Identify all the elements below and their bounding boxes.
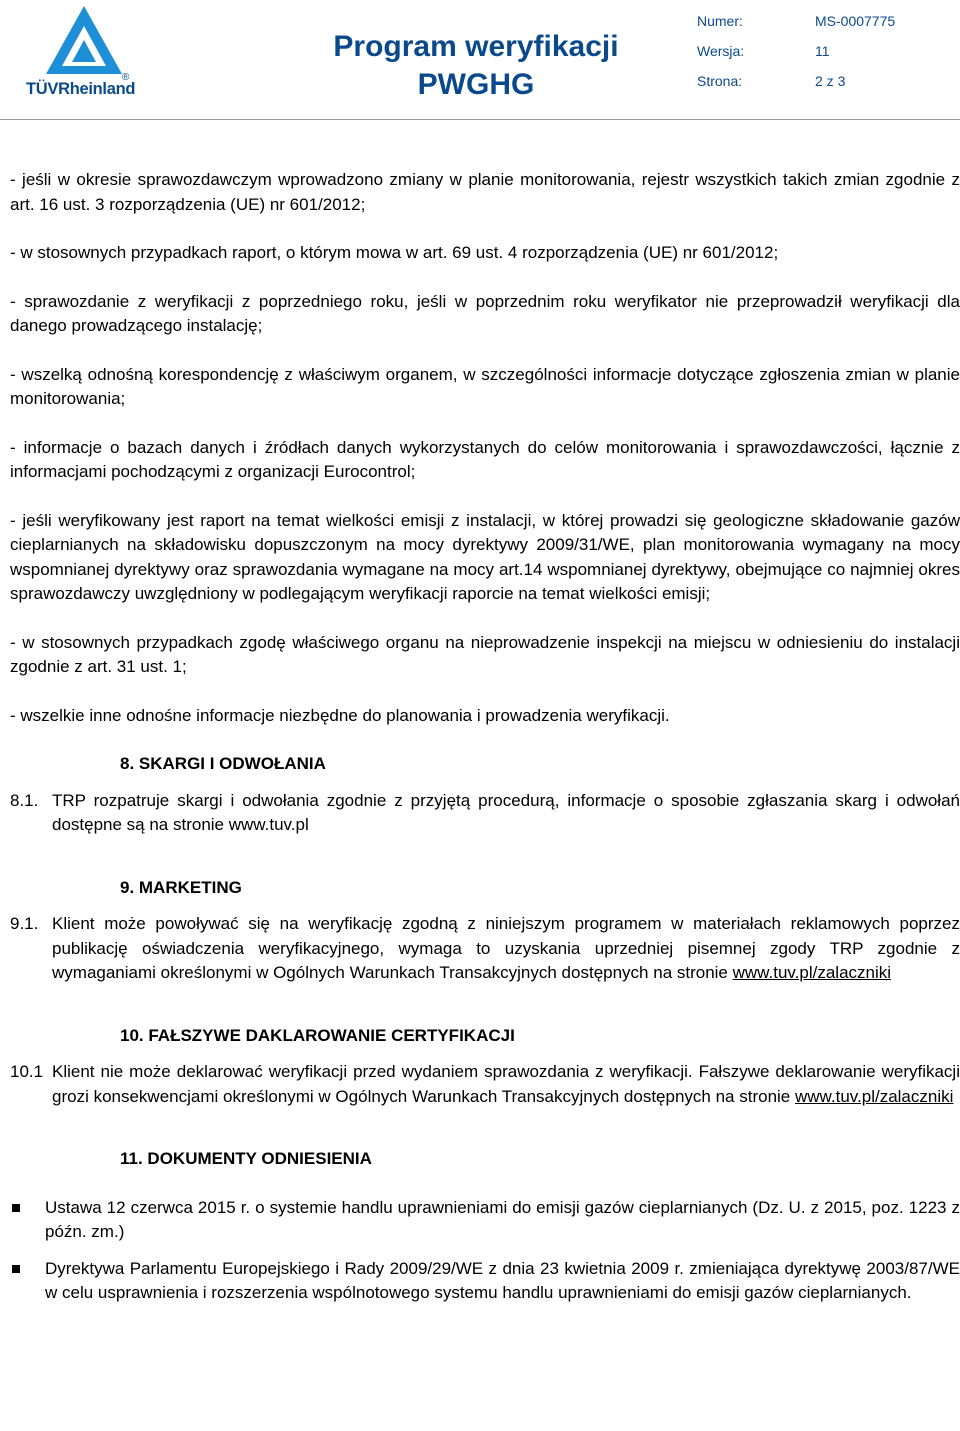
bullet-square-icon xyxy=(12,1265,20,1273)
title-line-2: PWGHG xyxy=(417,68,535,101)
list-item: - sprawozdanie z weryfikacji z poprzedniego roku, jeśli w poprzednim roku weryfikator nie przeprowadził weryfikacji dla danego prowadzącego instalację; xyxy=(10,291,960,335)
document-body xyxy=(10,168,960,1306)
list-item: - w stosownych przypadkach raport, o którym mowa w art. 69 ust. 4 rozporządzenia (UE) nr 601/2012; xyxy=(10,243,779,262)
section-text: TRP rozpatruje skargi i odwołania zgodnie z przyjętą procedurą, informacje o sposobie zgłaszania skarg i odwołań dostępne są na stronie www.tuv.pl xyxy=(52,790,960,834)
list-item: - jeśli weryfikowany jest raport na temat wielkości emisji z instalacji, w której prowadzi się geologiczne składowanie gazów cieplarnianych na składowisku dopuszczonym na mocy dyrektywy 2009/31/WE, plan monitorowania wymagany na mocy wspomnianej dyrektywy oraz sprawozdania wymagane na mocy art.14 wspomnianej dyrektywy, obejmujące co najmniej okres sprawozdawczy uwzględniony w podlegającym weryfikacji raporcie na temat wielkości emisji; xyxy=(10,510,960,603)
section-number: 10.1 xyxy=(10,1062,44,1081)
section-number: 8.1. xyxy=(10,790,39,810)
reference-item xyxy=(10,1196,960,1245)
section-10-1 xyxy=(10,1060,960,1109)
bullet-square-icon xyxy=(12,1204,20,1212)
section-text: Klient nie może deklarować weryfikacji przed wydaniem sprawozdania z weryfikacji. Fałszywe deklarowanie weryfikacji grozi konsekwencjami określonymi w Ogólnych Warunkach Transakcyjnych dostępnych na stronie xyxy=(52,1062,960,1106)
meta-key: Wersja: xyxy=(697,43,745,59)
registered-mark: ® xyxy=(122,72,130,83)
section-8-1 xyxy=(10,789,960,838)
reference-text: Ustawa 12 czerwca 2015 r. o systemie handlu uprawnieniami do emisji gazów cieplarnianych (Dz. U. z 2015, poz. 1223 z późn. zm.) xyxy=(45,1197,960,1241)
triangle-logo-icon xyxy=(44,4,124,76)
zalaczniki-link[interactable]: www.tuv.pl/zalaczniki xyxy=(794,1086,954,1106)
meta-row-version xyxy=(697,43,947,73)
document-meta xyxy=(697,13,947,103)
meta-key: Strona: xyxy=(697,73,743,89)
meta-row-page xyxy=(697,73,947,103)
header-divider xyxy=(0,119,960,120)
list-item: - w stosownych przypadkach zgodę właściwego organu na nieprowadzenie inspekcji na miejscu w odniesieniu do instalacji zgodnie z art. 31 ust. 1; xyxy=(10,632,960,676)
reference-text: Dyrektywa Parlamentu Europejskiego i Rady 2009/29/WE z dnia 23 kwietnia 2009 r. zmieniająca dyrektywę 2003/87/WE w celu usprawnienia i rozszerzenia wspólnotowego systemu handlu uprawnieniami do emisji gazów cieplarnianych. xyxy=(45,1258,960,1302)
page-header xyxy=(0,0,960,120)
section-10-heading: 10. FAŁSZYWE DAKLAROWANIE CERTYFIKACJI xyxy=(120,1025,515,1045)
list-item: - jeśli w okresie sprawozdawczym wprowadzono zmiany w planie monitorowania, rejestr wszystkich takich zmian zgodnie z art. 16 ust. 3 rozporządzenia (UE) nr 601/2012; xyxy=(10,170,960,214)
section-number: 9.1. xyxy=(10,914,39,933)
zalaczniki-link[interactable]: www.tuv.pl/zalaczniki xyxy=(732,963,892,982)
list-item: - wszelkie inne odnośne informacje niezbędne do planowania i prowadzenia weryfikacji. xyxy=(10,705,670,725)
document-title xyxy=(326,28,626,104)
section-11-heading: 11. DOKUMENTY ODNIESIENIA xyxy=(120,1149,372,1168)
list-item: - wszelką odnośną korespondencję z właściwym organem, w szczególności informacje dotyczące zgłoszenia zmian w planie monitorowania; xyxy=(10,364,960,408)
tuv-rheinland-logo xyxy=(22,4,147,104)
section-9-1 xyxy=(10,912,960,986)
logo-wordmark: TÜVRheinland xyxy=(26,80,136,98)
reference-item xyxy=(10,1257,960,1306)
section-9-heading: 9. MARKETING xyxy=(120,877,242,897)
title-line-1: Program weryfikacji xyxy=(333,30,619,63)
section-8-heading: 8. SKARGI I ODWOŁANIA xyxy=(120,754,326,773)
meta-value: 2 z 3 xyxy=(815,73,846,89)
meta-value: 11 xyxy=(815,43,830,59)
meta-value: MS-0007775 xyxy=(815,13,896,29)
section-text: Klient może powoływać się na weryfikację zgodną z niniejszym programem w materiałach reklamowych poprzez publikację oświadczenia weryfikacyjnego, wymaga to uzyskania uprzedniej pisemnej zgody TRP zgodnie z wymaganiami określonymi w Ogólnych Warunkach Transakcyjnych dostępnych na stronie xyxy=(52,914,960,982)
meta-key: Numer: xyxy=(697,13,743,29)
list-item: - informacje o bazach danych i źródłach danych wykorzystanych do celów monitorowania i sprawozdawczości, łącznie z informacjami pochodzącymi z organizacji Eurocontrol; xyxy=(10,437,960,481)
meta-row-number xyxy=(697,13,947,43)
